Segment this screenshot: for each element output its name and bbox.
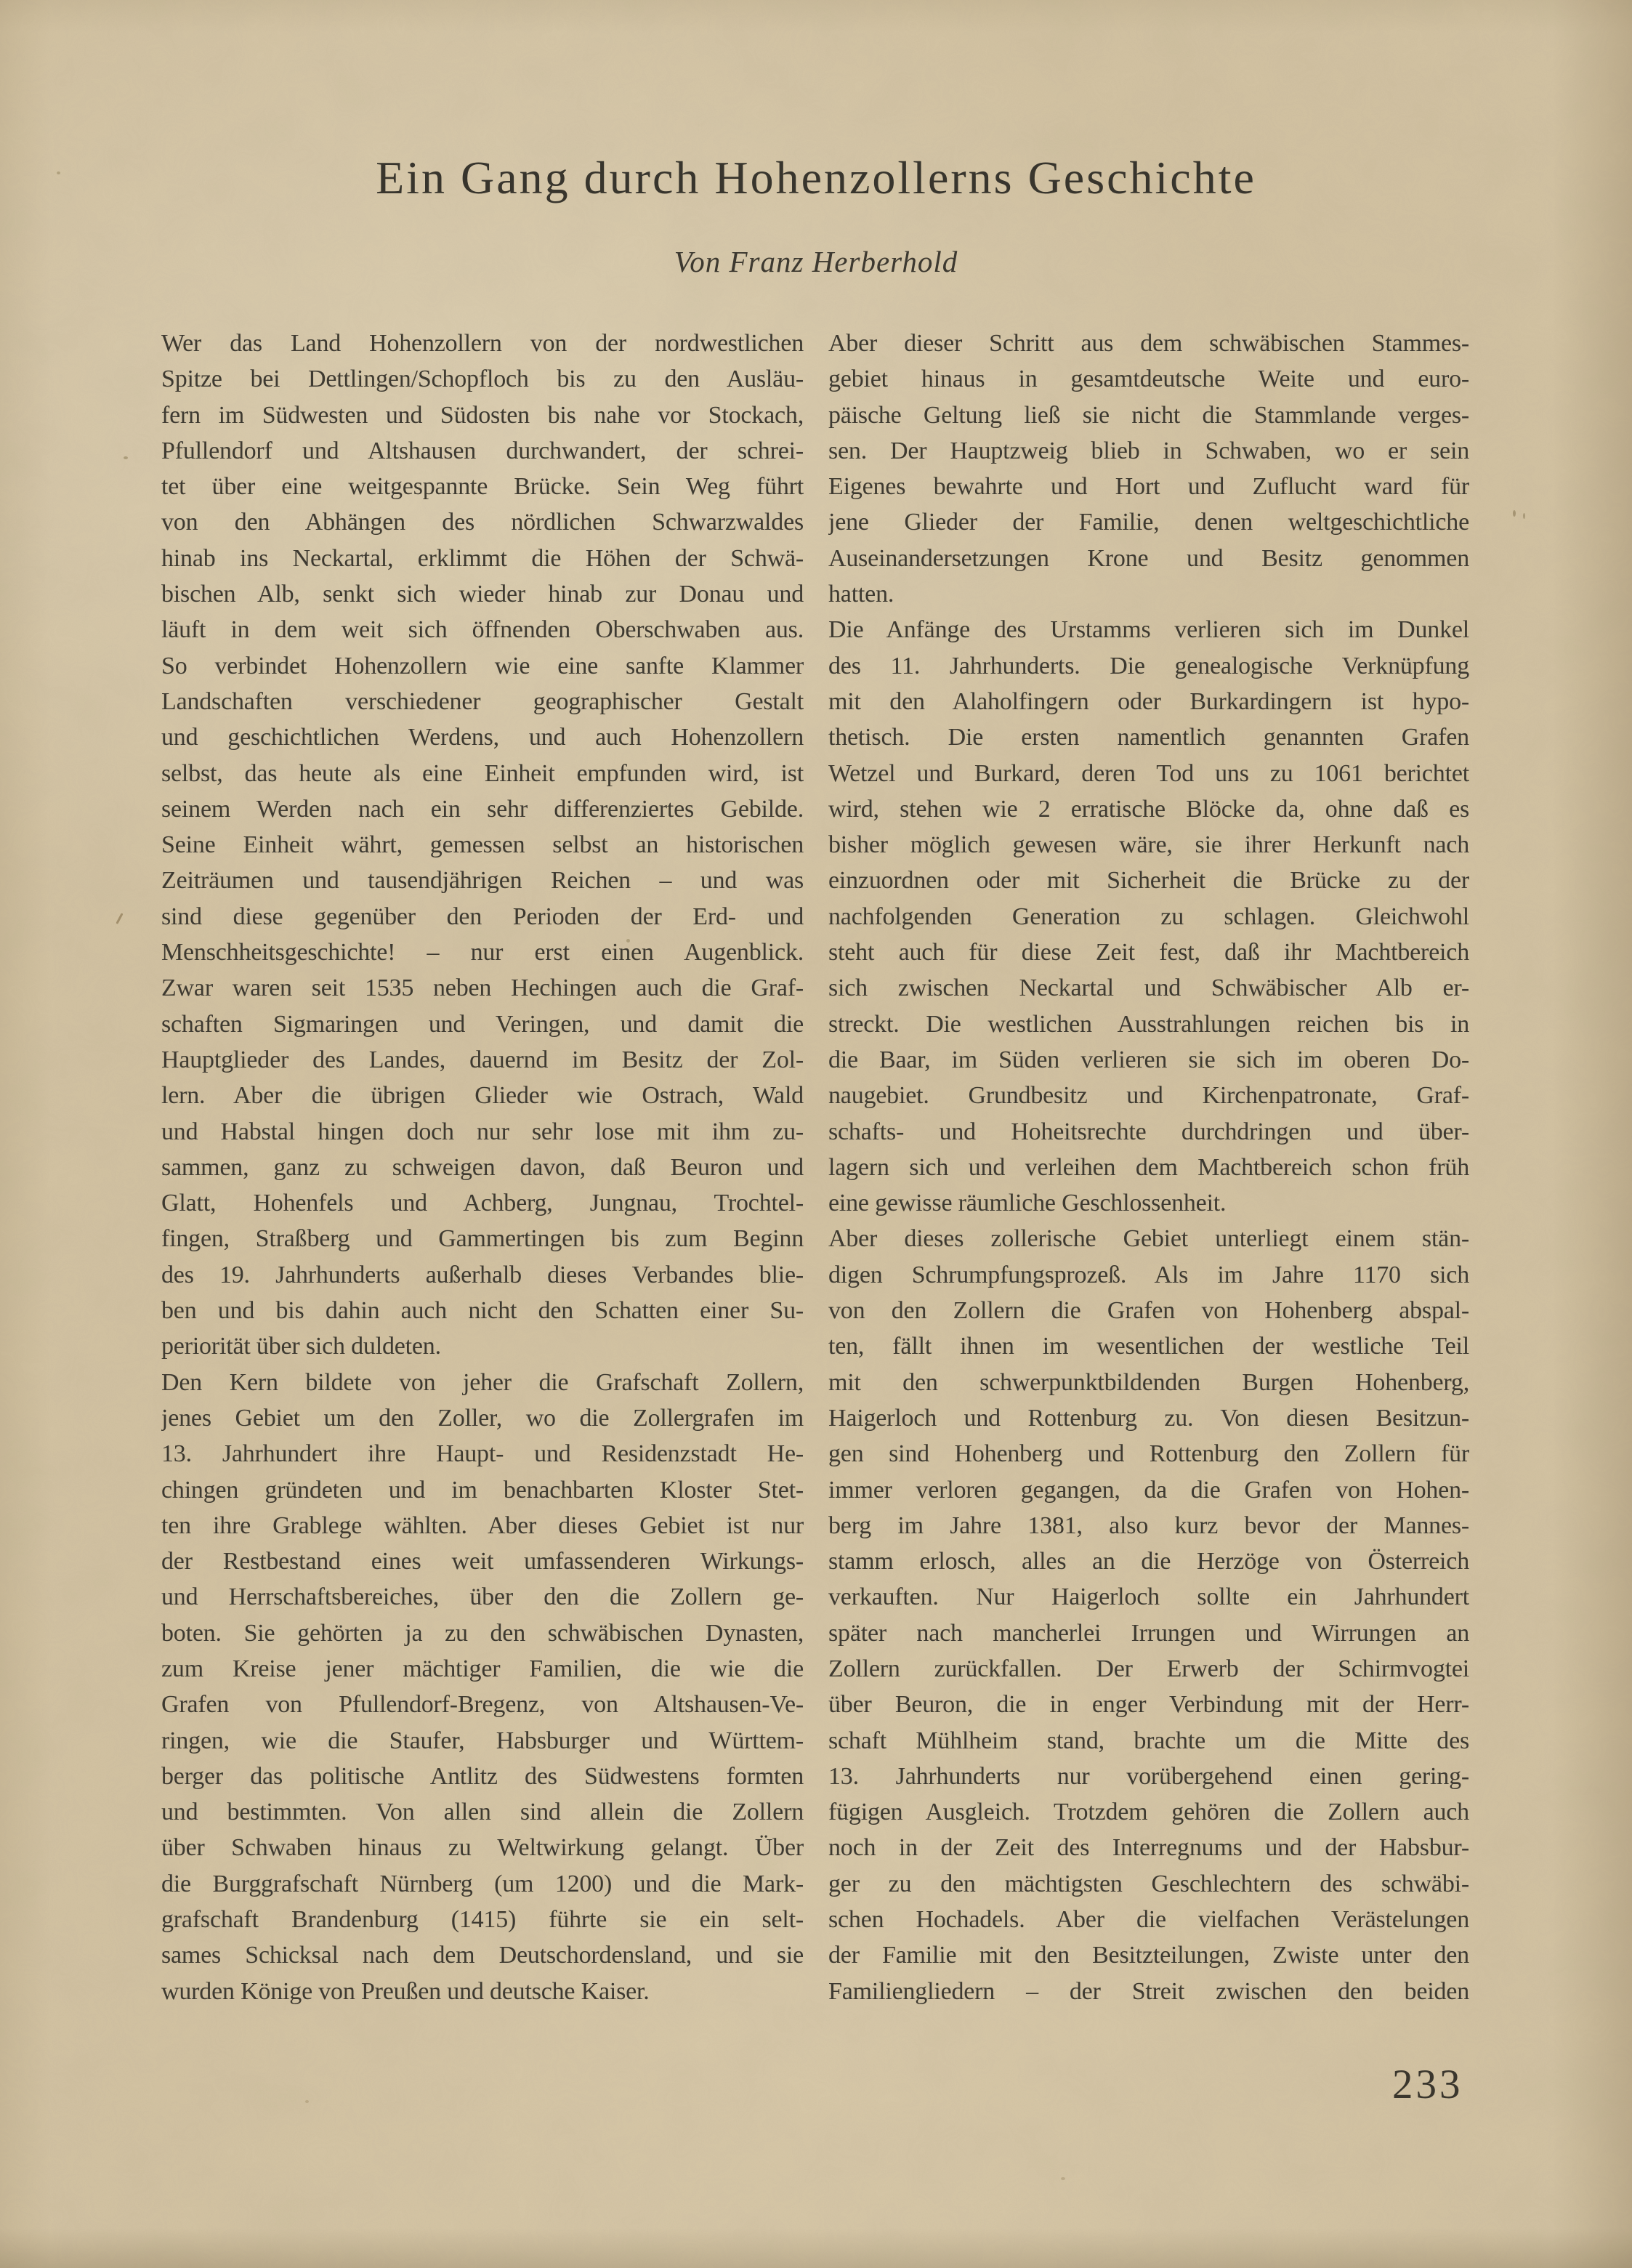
- text-line: Aber dieser Schritt aus dem schwäbischen Stammes-: [828, 330, 1469, 357]
- text-line: So verbindet Hohenzollern wie eine sanfte Klammer: [161, 652, 804, 679]
- text-line: berger das politische Antlitz des Südwestens formten: [161, 1762, 804, 1790]
- text-line: Zwar waren seit 1535 neben Hechingen auch die Graf-: [161, 974, 804, 1002]
- text-line: periorität über sich duldeten.: [161, 1333, 441, 1360]
- text-line: tet über eine weitgespannte Brücke. Sein Weg führt: [161, 473, 804, 501]
- text-line: nachfolgenden Generation zu schlagen. Gleichwohl: [828, 903, 1469, 930]
- text-line: hatten.: [828, 581, 894, 608]
- text-line: schafts- und Hoheitsrechte durchdringen und über-: [828, 1118, 1469, 1145]
- column-right: [828, 326, 1469, 2009]
- text-line: Eigenes bewahrte und Hort und Zuflucht ward für: [828, 473, 1469, 501]
- text-line: Glatt, Hohenfels und Achberg, Jungnau, Trochtel-: [161, 1190, 804, 1217]
- pen-mark: [116, 913, 123, 924]
- text-line: wird, stehen wie 2 erratische Blöcke da, ohne daß es: [828, 795, 1469, 823]
- text-line: der Familie mit den Besitzteilungen, Zwiste unter den: [828, 1942, 1469, 1969]
- column-left: [161, 326, 804, 2009]
- article-byline: Von Franz Herberhold: [674, 245, 958, 278]
- text-line: und geschichtlichen Werdens, und auch Hohenzollern: [161, 724, 804, 751]
- text-line: sind diese gegenüber den Perioden der Erd- und: [161, 903, 804, 930]
- text-line: Zeiträumen und tausendjährigen Reichen – und was: [161, 867, 804, 895]
- text-line: grafschaft Brandenburg (1415) führte sie ein selt-: [161, 1906, 804, 1934]
- text-line: Spitze bei Dettlingen/Schopfloch bis zu den Ausläu-: [161, 366, 804, 393]
- text-line: Menschheitsgeschichte! – nur erst einen Augenblick.: [161, 939, 804, 966]
- text-line: schen Hochadels. Aber die vielfachen Verästelungen: [828, 1906, 1469, 1934]
- text-line: sammen, ganz zu schweigen davon, daß Beuron und: [161, 1153, 804, 1181]
- text-line: Den Kern bildete von jeher die Grafschaft Zollern,: [161, 1368, 804, 1396]
- text-line: ten ihre Grablege wählten. Aber dieses Gebiet ist nur: [161, 1512, 804, 1539]
- text-line: zum Kreise jener mächtiger Familien, die wie die: [161, 1655, 804, 1682]
- text-line: streckt. Die westlichen Ausstrahlungen reichen bis in: [828, 1010, 1469, 1038]
- text-line: Auseinandersetzungen Krone und Besitz genommen: [828, 544, 1469, 572]
- text-line: gebiet hinaus in gesamtdeutsche Weite und euro-: [828, 366, 1469, 393]
- text-line: Hauptglieder des Landes, dauernd im Besitz der Zol-: [161, 1046, 804, 1073]
- text-line: mit den Alaholfingern oder Burkardingern ist hypo-: [828, 687, 1469, 715]
- text-line: 13. Jahrhunderts nur vorübergehend einen gering-: [828, 1762, 1469, 1790]
- text-line: stamm erlosch, alles an die Herzöge von Österreich: [828, 1548, 1469, 1575]
- text-line: chingen gründeten und im benachbarten Kloster Stet-: [161, 1476, 804, 1504]
- text-line: selbst, das heute als eine Einheit empfunden wird, ist: [161, 759, 804, 787]
- text-line: mit den schwerpunktbildenden Burgen Hohenberg,: [828, 1368, 1469, 1396]
- text-line: hinab ins Neckartal, erklimmt die Höhen der Schwä-: [161, 544, 804, 572]
- text-line: die Burggrafschaft Nürnberg (um 1200) und die Mark-: [161, 1870, 804, 1897]
- text-line: immer verloren gegangen, da die Grafen von Hohen-: [828, 1476, 1469, 1504]
- text-line: Pfullendorf und Altshausen durchwandert, der schrei-: [161, 437, 804, 464]
- text-line: bisher möglich gewesen wäre, sie ihrer Herkunft nach: [828, 831, 1469, 859]
- text-line: sich zwischen Neckartal und Schwäbischer Alb er-: [828, 974, 1469, 1002]
- text-line: eine gewisse räumliche Geschlossenheit.: [828, 1190, 1227, 1217]
- text-line: Die Anfänge des Urstamms verlieren sich im Dunkel: [828, 616, 1469, 644]
- text-line: Familiengliedern – der Streit zwischen den beiden: [828, 1977, 1469, 2005]
- paper-speck: [1513, 510, 1516, 517]
- text-line: die Baar, im Süden verlieren sie sich im oberen Do-: [828, 1046, 1469, 1073]
- text-line: jene Glieder der Familie, denen weltgeschichtliche: [828, 509, 1469, 536]
- text-line: thetisch. Die ersten namentlich genannten Grafen: [828, 724, 1469, 751]
- text-line: päische Geltung ließ sie nicht die Stammlande verges-: [828, 401, 1469, 429]
- text-line: gen sind Hohenberg und Rottenburg den Zollern für: [828, 1440, 1469, 1468]
- text-line: seinem Werden nach ein sehr differenziertes Gebilde.: [161, 795, 804, 823]
- text-line: wurden Könige von Preußen und deutsche Kaiser.: [161, 1977, 650, 2005]
- text-line: von den Zollern die Grafen von Hohenberg abspal-: [828, 1297, 1469, 1325]
- text-line: des 11. Jahrhunderts. Die genealogische Verknüpfung: [828, 652, 1469, 679]
- text-line: steht auch für diese Zeit fest, daß ihr Machtbereich: [828, 939, 1469, 966]
- text-line: lagern sich und verleihen dem Machtbereich schon früh: [828, 1153, 1469, 1181]
- paper-speck: [1061, 2177, 1065, 2180]
- text-line: ben und bis dahin auch nicht den Schatten einer Su-: [161, 1297, 804, 1325]
- text-line: sen. Der Hauptzweig blieb in Schwaben, wo er sein: [828, 437, 1469, 464]
- text-line: und Herrschaftsbereiches, über den die Zollern ge-: [161, 1583, 804, 1611]
- text-line: Zollern zurückfallen. Der Erwerb der Schirmvogtei: [828, 1655, 1469, 1682]
- text-line: und Habstal hingen doch nur sehr lose mit ihm zu-: [161, 1118, 804, 1145]
- text-line: fügigen Ausgleich. Trotzdem gehören die Zollern auch: [828, 1799, 1469, 1826]
- text-line: fern im Südwesten und Südosten bis nahe vor Stockach,: [161, 401, 804, 429]
- paper-speck: [1523, 513, 1525, 519]
- text-line: boten. Sie gehörten ja zu den schwäbischen Dynasten,: [161, 1619, 804, 1647]
- text-line: und bestimmten. Von allen sind allein die Zollern: [161, 1799, 804, 1826]
- text-line: der Restbestand eines weit umfassenderen Wirkungs-: [161, 1548, 804, 1575]
- text-line: fingen, Straßberg und Gammertingen bis zum Beginn: [161, 1225, 804, 1253]
- article-title: Ein Gang durch Hohenzollerns Geschichte: [376, 152, 1256, 203]
- text-line: lern. Aber die übrigen Glieder wie Ostrach, Wald: [161, 1082, 804, 1110]
- text-line: sames Schicksal nach dem Deutschordensland, und sie: [161, 1942, 804, 1969]
- text-line: des 19. Jahrhunderts außerhalb dieses Verbandes blie-: [161, 1261, 804, 1288]
- text-line: 13. Jahrhundert ihre Haupt- und Residenzstadt He-: [161, 1440, 804, 1468]
- text-line: Seine Einheit währt, gemessen selbst an historischen: [161, 831, 804, 859]
- text-line: schaften Sigmaringen und Veringen, und damit die: [161, 1010, 804, 1038]
- text-line: digen Schrumpfungsprozeß. Als im Jahre 1170 sich: [828, 1261, 1469, 1288]
- text-line: verkauften. Nur Haigerloch sollte ein Jahrhundert: [828, 1583, 1469, 1611]
- paper-speck: [305, 2100, 309, 2103]
- text-line: ten, fällt ihnen im wesentlichen der westliche Teil: [828, 1333, 1469, 1360]
- text-line: ringen, wie die Staufer, Habsburger und Württem-: [161, 1727, 804, 1754]
- text-line: ger zu den mächtigsten Geschlechtern des schwäbi-: [828, 1870, 1469, 1897]
- text-line: Aber dieses zollerische Gebiet unterliegt einem stän-: [828, 1225, 1469, 1253]
- text-line: später nach mancherlei Irrungen und Wirrungen an: [828, 1619, 1469, 1647]
- page-number: 233: [1392, 2062, 1463, 2107]
- text-line: Landschaften verschiedener geographischer Gestalt: [161, 687, 804, 715]
- text-line: über Schwaben hinaus zu Weltwirkung gelangt. Über: [161, 1834, 804, 1862]
- text-line: über Beuron, die in enger Verbindung mit der Herr-: [828, 1691, 1469, 1719]
- text-line: naugebiet. Grundbesitz und Kirchenpatronate, Graf-: [828, 1082, 1469, 1110]
- text-line: Grafen von Pfullendorf-Bregenz, von Altshausen-Ve-: [161, 1691, 804, 1719]
- text-line: läuft in dem weit sich öffnenden Oberschwaben aus.: [161, 616, 804, 644]
- paper-speck: [124, 456, 128, 459]
- text-line: noch in der Zeit des Interregnums und der Habsbur-: [828, 1834, 1469, 1862]
- text-line: Wetzel und Burkard, deren Tod uns zu 1061 berichtet: [828, 759, 1469, 787]
- text-line: jenes Gebiet um den Zoller, wo die Zollergrafen im: [161, 1404, 804, 1432]
- text-line: schaft Mühlheim stand, brachte um die Mitte des: [828, 1727, 1469, 1754]
- text-line: bischen Alb, senkt sich wieder hinab zur Donau und: [161, 581, 804, 608]
- text-line: Wer das Land Hohenzollern von der nordwestlichen: [161, 330, 804, 357]
- text-line: von den Abhängen des nördlichen Schwarzwaldes: [161, 509, 804, 536]
- text-line: berg im Jahre 1381, also kurz bevor der Mannes-: [828, 1512, 1469, 1539]
- text-line: einzuordnen oder mit Sicherheit die Brücke zu der: [828, 867, 1469, 895]
- text-line: Haigerloch und Rottenburg zu. Von diesen Besitzun-: [828, 1404, 1469, 1432]
